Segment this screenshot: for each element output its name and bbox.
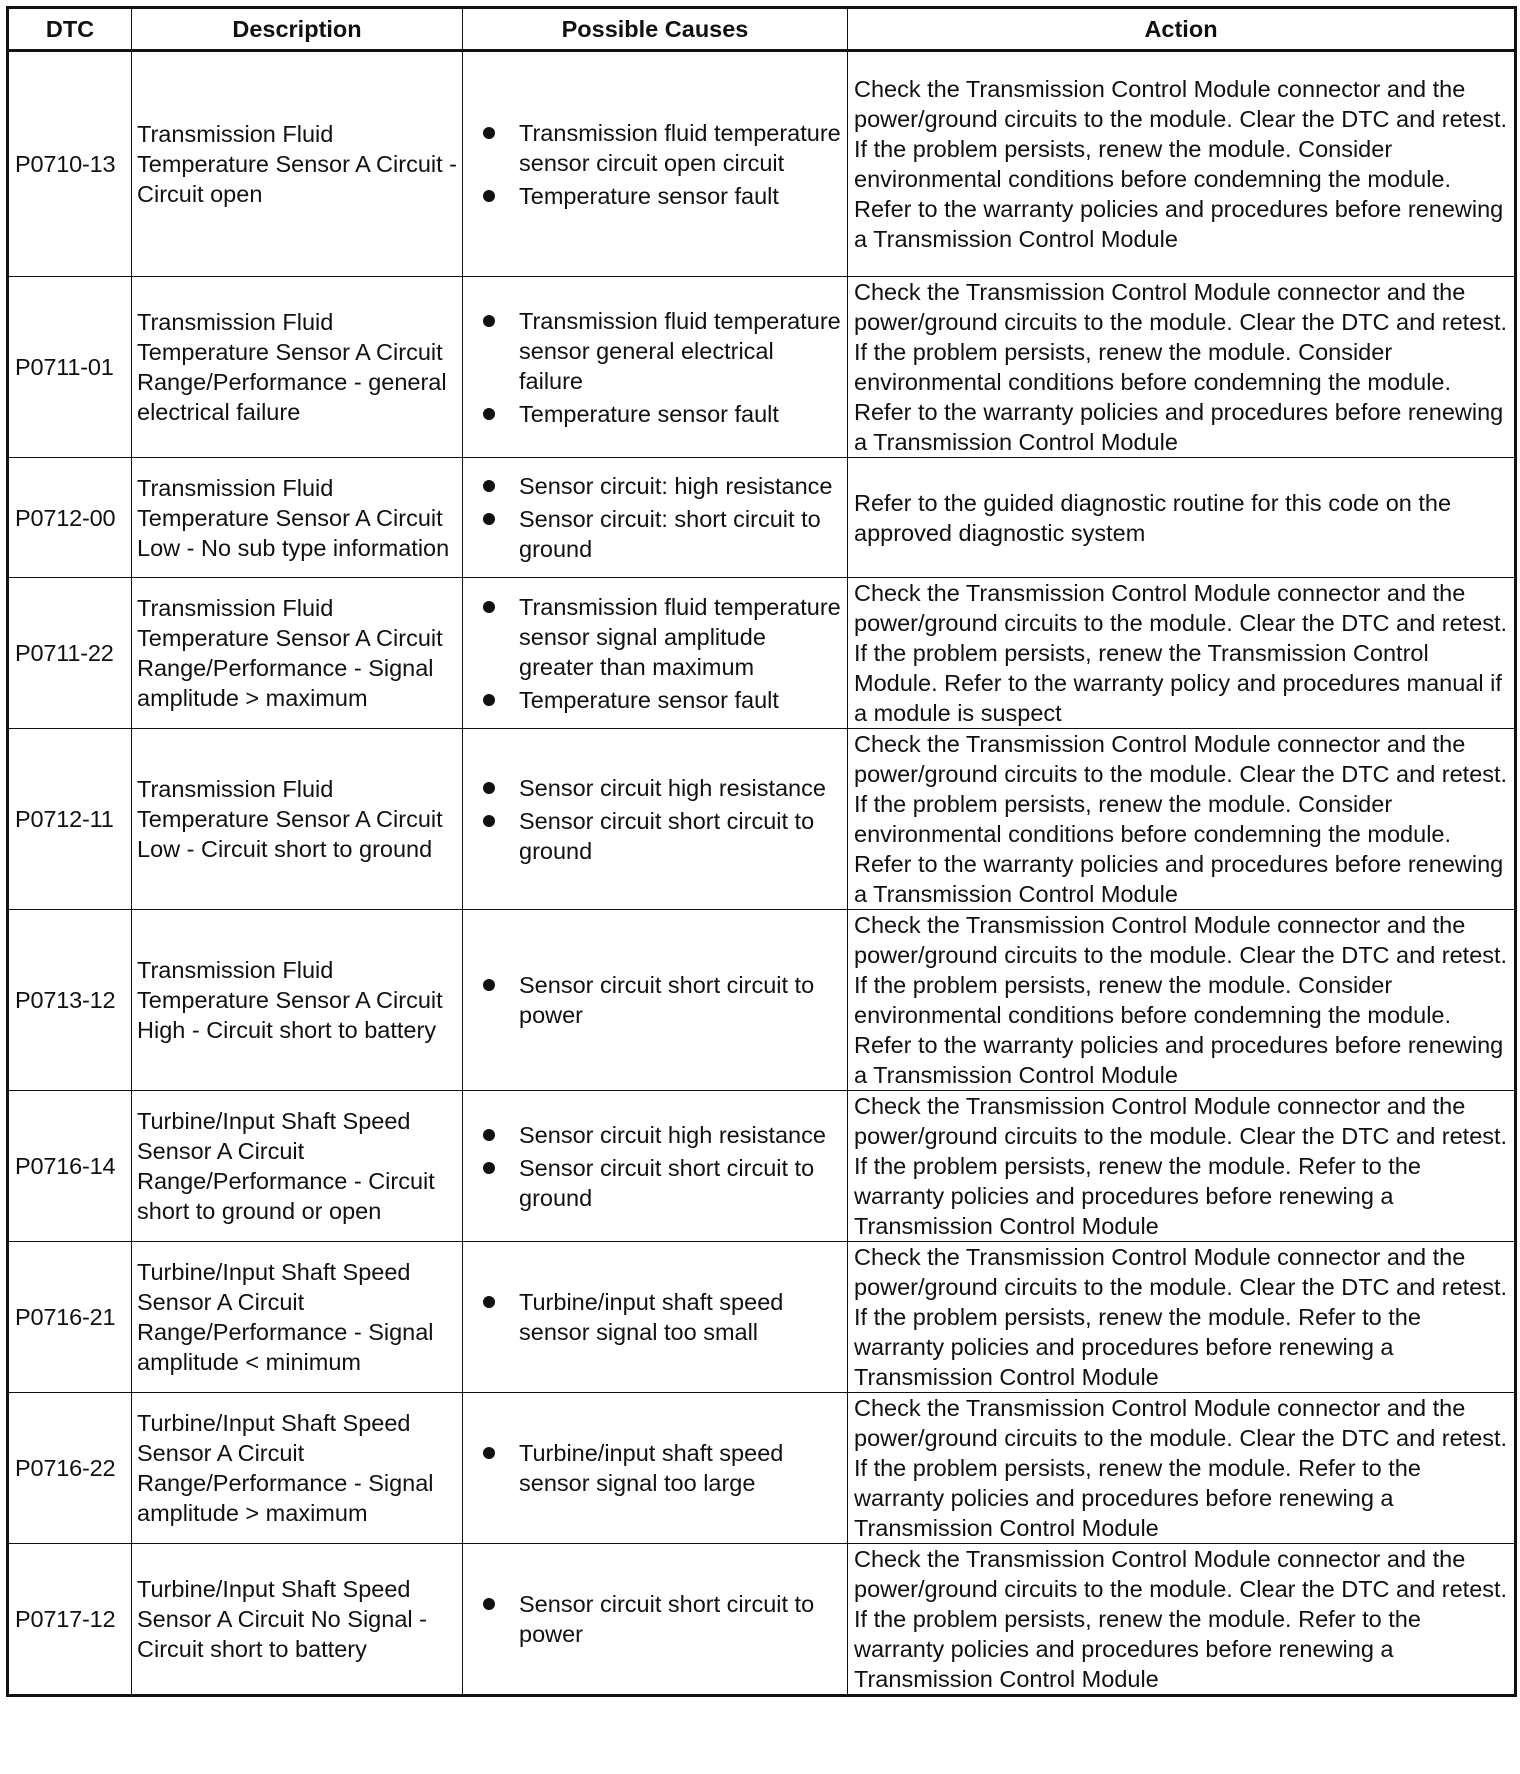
possible-causes-cell xyxy=(463,910,848,1091)
cause-text: Temperature sensor fault xyxy=(519,182,779,209)
dtc-code-cell: P0717-12 xyxy=(8,1544,132,1696)
cause-item xyxy=(483,685,843,715)
table-row xyxy=(8,277,1516,458)
possible-causes-cell xyxy=(463,51,848,277)
cause-item xyxy=(483,1589,843,1649)
description-cell: Transmission Fluid Temperature Sensor A Circuit Low - No sub type information xyxy=(132,458,463,578)
bullet-icon xyxy=(483,1447,495,1459)
dtc-code-cell: P0711-01 xyxy=(8,277,132,458)
dtc-code-cell: P0716-22 xyxy=(8,1393,132,1544)
cause-list xyxy=(483,1120,843,1213)
cause-text: Sensor circuit short circuit to ground xyxy=(519,1154,815,1211)
action-cell: Check the Transmission Control Module connector and the power/ground circuits to the module. Clear the DTC and retest. If the problem persists, renew the module. Consider environmental conditions before condemning the module. Refer to the warranty policies and procedures before renewing a Transmission Control Module xyxy=(848,51,1516,277)
bullet-icon xyxy=(483,782,495,794)
possible-causes-cell xyxy=(463,1091,848,1242)
header-possible-causes: Possible Causes xyxy=(463,8,848,51)
bullet-icon xyxy=(483,694,495,706)
cause-text: Temperature sensor fault xyxy=(519,686,779,713)
description-cell: Turbine/Input Shaft Speed Sensor A Circuit No Signal - Circuit short to battery xyxy=(132,1544,463,1696)
cause-text: Sensor circuit short circuit to ground xyxy=(519,807,815,864)
action-cell: Check the Transmission Control Module connector and the power/ground circuits to the module. Clear the DTC and retest. If the problem persists, renew the module. Consider environmental conditions before condemning the module. Refer to the warranty policies and procedures before renewing a Transmission Control Module xyxy=(848,277,1516,458)
header-description: Description xyxy=(132,8,463,51)
cause-text: Sensor circuit high resistance xyxy=(519,774,826,801)
dtc-code-cell: P0710-13 xyxy=(8,51,132,277)
possible-causes-cell xyxy=(463,578,848,729)
cause-list xyxy=(483,970,843,1030)
table-row xyxy=(8,458,1516,578)
description-cell: Transmission Fluid Temperature Sensor A Circuit High - Circuit short to battery xyxy=(132,910,463,1091)
action-cell: Check the Transmission Control Module connector and the power/ground circuits to the module. Clear the DTC and retest. If the problem persists, renew the module. Refer to the warranty policies and procedures before renewing a Transmission Control Module xyxy=(848,1091,1516,1242)
cause-text: Temperature sensor fault xyxy=(519,400,779,427)
bullet-icon xyxy=(483,815,495,827)
bullet-icon xyxy=(483,979,495,991)
cause-text: Sensor circuit short circuit to power xyxy=(519,972,815,1028)
cause-list xyxy=(483,1287,843,1347)
action-cell: Refer to the guided diagnostic routine for this code on the approved diagnostic system xyxy=(848,458,1516,578)
cause-item xyxy=(483,1120,843,1150)
cause-text: Transmission fluid temperature sensor circuit open circuit xyxy=(519,119,841,176)
dtc-code-cell: P0712-11 xyxy=(8,729,132,910)
cause-text: Transmission fluid temperature sensor signal amplitude greater than maximum xyxy=(519,593,841,680)
action-cell: Check the Transmission Control Module connector and the power/ground circuits to the module. Clear the DTC and retest. If the problem persists, renew the module. Refer to the warranty policies and procedures before renewing a Transmission Control Module xyxy=(848,1242,1516,1393)
table-row xyxy=(8,51,1516,277)
dtc-code-cell: P0712-00 xyxy=(8,458,132,578)
cause-text: Turbine/input shaft speed sensor signal too small xyxy=(519,1289,784,1345)
description-cell: Turbine/Input Shaft Speed Sensor A Circuit Range/Performance - Circuit short to ground or open xyxy=(132,1091,463,1242)
description-cell: Transmission Fluid Temperature Sensor A Circuit - Circuit open xyxy=(132,51,463,277)
description-cell: Transmission Fluid Temperature Sensor A Circuit Low - Circuit short to ground xyxy=(132,729,463,910)
cause-item xyxy=(483,118,843,178)
cause-item xyxy=(483,504,843,564)
cause-list xyxy=(483,592,843,715)
dtc-table xyxy=(6,6,1517,1697)
table-row xyxy=(8,729,1516,910)
bullet-icon xyxy=(483,190,495,202)
cause-item xyxy=(483,306,843,396)
dtc-code-cell: P0716-21 xyxy=(8,1242,132,1393)
cause-list xyxy=(483,773,843,866)
action-cell: Check the Transmission Control Module connector and the power/ground circuits to the module. Clear the DTC and retest. If the problem persists, renew the module. Refer to the warranty policies and procedures before renewing a Transmission Control Module xyxy=(848,1544,1516,1696)
header-action: Action xyxy=(848,8,1516,51)
dtc-code-cell: P0711-22 xyxy=(8,578,132,729)
header-dtc: DTC xyxy=(8,8,132,51)
description-cell: Turbine/Input Shaft Speed Sensor A Circuit Range/Performance - Signal amplitude < minimum xyxy=(132,1242,463,1393)
bullet-icon xyxy=(483,513,495,525)
description-cell: Turbine/Input Shaft Speed Sensor A Circuit Range/Performance - Signal amplitude > maximum xyxy=(132,1393,463,1544)
table-row xyxy=(8,910,1516,1091)
possible-causes-cell xyxy=(463,1393,848,1544)
dtc-code-cell: P0716-14 xyxy=(8,1091,132,1242)
bullet-icon xyxy=(483,1162,495,1174)
action-cell: Check the Transmission Control Module connector and the power/ground circuits to the module. Clear the DTC and retest. If the problem persists, renew the Transmission Control Module. Refer to the warranty policy and procedures manual if a module is suspect xyxy=(848,578,1516,729)
bullet-icon xyxy=(483,408,495,420)
possible-causes-cell xyxy=(463,458,848,578)
action-cell: Check the Transmission Control Module connector and the power/ground circuits to the module. Clear the DTC and retest. If the problem persists, renew the module. Consider environmental conditions before condemning the module. Refer to the warranty policies and procedures before renewing a Transmission Control Module xyxy=(848,729,1516,910)
cause-item xyxy=(483,471,843,501)
cause-item xyxy=(483,1153,843,1213)
table-header xyxy=(8,8,1516,51)
action-cell: Check the Transmission Control Module connector and the power/ground circuits to the module. Clear the DTC and retest. If the problem persists, renew the module. Consider environmental conditions before condemning the module. Refer to the warranty policies and procedures before renewing a Transmission Control Module xyxy=(848,910,1516,1091)
cause-text: Sensor circuit high resistance xyxy=(519,1121,826,1148)
bullet-icon xyxy=(483,1129,495,1141)
bullet-icon xyxy=(483,1598,495,1610)
bullet-icon xyxy=(483,480,495,492)
table-row xyxy=(8,1544,1516,1696)
possible-causes-cell xyxy=(463,1544,848,1696)
table-row xyxy=(8,1393,1516,1544)
cause-item xyxy=(483,1287,843,1347)
possible-causes-cell xyxy=(463,1242,848,1393)
table-row xyxy=(8,1242,1516,1393)
cause-item xyxy=(483,773,843,803)
bullet-icon xyxy=(483,315,495,327)
cause-item xyxy=(483,806,843,866)
description-cell: Transmission Fluid Temperature Sensor A Circuit Range/Performance - Signal amplitude > maximum xyxy=(132,578,463,729)
cause-list xyxy=(483,1438,843,1498)
cause-item xyxy=(483,1438,843,1498)
description-cell: Transmission Fluid Temperature Sensor A Circuit Range/Performance - general electrical failure xyxy=(132,277,463,458)
cause-list xyxy=(483,471,843,564)
possible-causes-cell xyxy=(463,277,848,458)
bullet-icon xyxy=(483,601,495,613)
cause-list xyxy=(483,306,843,429)
cause-list xyxy=(483,1589,843,1649)
bullet-icon xyxy=(483,1296,495,1308)
cause-item xyxy=(483,399,843,429)
action-cell: Check the Transmission Control Module connector and the power/ground circuits to the module. Clear the DTC and retest. If the problem persists, renew the module. Refer to the warranty policies and procedures before renewing a Transmission Control Module xyxy=(848,1393,1516,1544)
cause-text: Sensor circuit short circuit to power xyxy=(519,1591,815,1647)
document-page xyxy=(6,6,1514,1697)
header-row xyxy=(8,8,1516,51)
cause-text: Transmission fluid temperature sensor general electrical failure xyxy=(519,307,841,394)
table-row xyxy=(8,578,1516,729)
cause-text: Sensor circuit: short circuit to ground xyxy=(519,506,821,562)
table-body xyxy=(8,51,1516,1696)
cause-item xyxy=(483,181,843,211)
possible-causes-cell xyxy=(463,729,848,910)
bullet-icon xyxy=(483,127,495,139)
table-row xyxy=(8,1091,1516,1242)
cause-text: Sensor circuit: high resistance xyxy=(519,473,833,499)
cause-list xyxy=(483,118,843,211)
cause-item xyxy=(483,592,843,682)
cause-text: Turbine/input shaft speed sensor signal too large xyxy=(519,1440,784,1496)
cause-item xyxy=(483,970,843,1030)
dtc-code-cell: P0713-12 xyxy=(8,910,132,1091)
